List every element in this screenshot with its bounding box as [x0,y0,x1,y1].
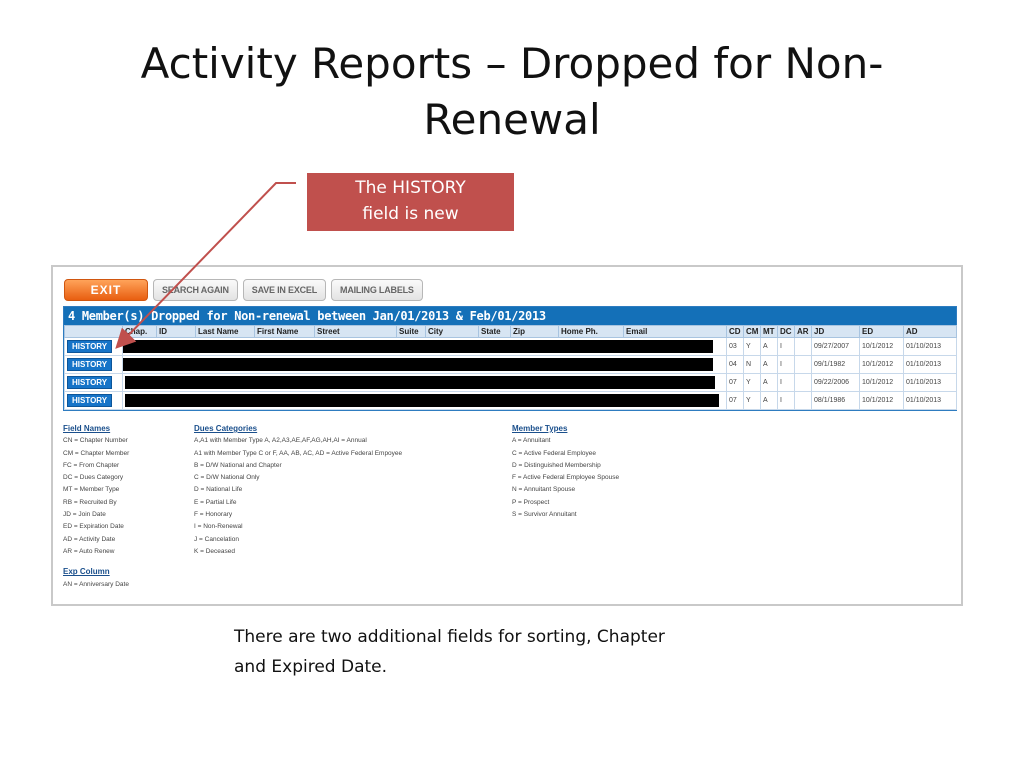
legend-item: F = Active Federal Employee Spouse [512,474,620,482]
history-cell [65,338,123,356]
slide-caption [234,622,794,682]
cd-cell: 07 [727,392,744,410]
legend-item: AN = Anniversary Date [63,580,129,588]
legend-item: K = Deceased [194,547,236,555]
legend-item: J = Cancelation [194,535,239,543]
ed-cell: 10/1/2012 [860,338,904,356]
legend-item: CM = Chapter Member [63,449,130,457]
cd-cell: 07 [727,374,744,392]
col-header-first-name[interactable]: First Name [255,326,315,338]
legend-item: A1 with Member Type C or F, AA, AB, AC, AD = Active Federal Empoyee [194,449,403,457]
legend-item: N = Annuitant Spouse [512,486,576,494]
redaction-bar [123,358,713,371]
report-panel [63,306,957,411]
legend-item: ED = Expiration Date [63,523,124,531]
ad-cell: 01/10/2013 [904,392,957,410]
history-button[interactable]: HISTORY [67,376,112,389]
col-header-cm[interactable]: CM [744,326,761,338]
legend-item: D = National Life [194,486,243,494]
legend-member-types [512,423,619,521]
legend-item: F = Honorary [194,511,233,519]
table-row [65,374,957,392]
legend-item: JD = Join Date [63,511,106,519]
col-header-cd[interactable]: CD [727,326,744,338]
legend-item: AR = Auto Renew [63,547,115,555]
table-row [65,392,957,410]
mt-cell: A [761,356,778,374]
report-toolbar [64,279,423,301]
legend-item: E = Partial Life [194,498,237,506]
cm-cell: N [744,356,761,374]
col-header-city[interactable]: City [426,326,479,338]
jd-cell: 09/22/2006 [812,374,860,392]
dc-cell: I [778,356,795,374]
caption-line1: There are two additional fields for sorting, Chapter [234,627,665,647]
col-header-email[interactable]: Email [624,326,727,338]
legend-item: A,A1 with Member Type A, A2,A3,AE,AF,AG,AH,AI = Annual [194,437,367,445]
redacted-cells [123,338,727,356]
mt-cell: A [761,392,778,410]
history-cell [65,356,123,374]
legend-item: P = Prospect [512,498,550,506]
dc-cell: I [778,338,795,356]
legend-item: D = Distinguished Membership [512,461,601,469]
redaction-bar [125,376,715,389]
col-header-chap[interactable]: Chap. [123,326,157,338]
cm-cell: Y [744,392,761,410]
table-row [65,356,957,374]
history-button[interactable]: HISTORY [67,358,112,371]
legend-field-names [63,423,129,591]
ad-cell: 01/10/2013 [904,338,957,356]
ad-cell: 01/10/2013 [904,374,957,392]
legend-exp-column-title: Exp Column [63,567,110,577]
legend-member-types-title: Member Types [512,424,568,433]
redacted-cells [123,392,727,410]
slide-title-line2: Renewal [423,95,601,144]
report-heading: 4 Member(s) Dropped for Non-renewal between Jan/01/2013 & Feb/01/2013 [64,307,956,325]
redaction-bar [125,394,719,407]
col-header-dc[interactable]: DC [778,326,795,338]
history-callout [307,173,514,231]
legend-dues-categories [194,423,402,558]
history-button[interactable]: HISTORY [67,394,112,407]
legend-item: I = Non-Renewal [194,523,243,531]
search-again-button[interactable]: SEARCH AGAIN [153,279,238,301]
legend-item: DC = Dues Category [63,474,124,482]
col-header-ed[interactable]: ED [860,326,904,338]
jd-cell: 09/1/1982 [812,356,860,374]
legend-item: C = D/W National Only [194,474,260,482]
ar-cell [795,374,812,392]
legend-item: MT = Member Type [63,486,120,494]
exit-button[interactable]: EXIT [64,279,148,301]
legend-item: B = D/W National and Chapter [194,461,282,469]
callout-line2: field is new [362,204,459,224]
history-cell [65,374,123,392]
cd-cell: 04 [727,356,744,374]
cm-cell: Y [744,374,761,392]
jd-cell: 09/27/2007 [812,338,860,356]
legend-item: FC = From Chapter [63,461,120,469]
table-header-row [65,326,957,338]
history-button[interactable]: HISTORY [67,340,112,353]
col-header-ar[interactable]: AR [795,326,812,338]
col-header-jd[interactable]: JD [812,326,860,338]
dc-cell: I [778,374,795,392]
legend-item: S = Survivor Annuitant [512,511,577,519]
slide-title [40,36,984,148]
mt-cell: A [761,338,778,356]
legend-item: AD = Activity Date [63,535,116,543]
legend-item: A = Annuitant [512,437,551,445]
report-screenshot [51,265,963,606]
legend-item: CN = Chapter Number [63,437,128,445]
cm-cell: Y [744,338,761,356]
col-header-ad[interactable]: AD [904,326,957,338]
dc-cell: I [778,392,795,410]
table-row [65,338,957,356]
ad-cell: 01/10/2013 [904,356,957,374]
col-header-home-ph[interactable]: Home Ph. [559,326,624,338]
col-header-id[interactable]: ID [157,326,196,338]
legend-item: RB = Recruited By [63,498,117,506]
col-header-suite[interactable]: Suite [397,326,426,338]
caption-line2: and Expired Date. [234,657,388,677]
col-header-mt[interactable]: MT [761,326,778,338]
col-header-street[interactable]: Street [315,326,397,338]
cd-cell: 03 [727,338,744,356]
callout-line1: The HISTORY [355,178,466,198]
legend-dues-categories-title: Dues Categories [194,424,258,433]
col-header-zip[interactable]: Zip [511,326,559,338]
ar-cell [795,356,812,374]
ed-cell: 10/1/2012 [860,356,904,374]
ar-cell [795,338,812,356]
ed-cell: 10/1/2012 [860,392,904,410]
col-header-history[interactable] [65,326,123,338]
mt-cell: A [761,374,778,392]
history-cell [65,392,123,410]
redaction-bar [123,340,713,353]
ar-cell [795,392,812,410]
col-header-last-name[interactable]: Last Name [196,326,255,338]
legend-field-names-title: Field Names [63,424,111,433]
redacted-cells [123,374,727,392]
save-in-excel-button[interactable]: SAVE IN EXCEL [243,279,326,301]
mailing-labels-button[interactable]: MAILING LABELS [331,279,423,301]
jd-cell: 08/1/1986 [812,392,860,410]
col-header-state[interactable]: State [479,326,511,338]
slide-title-line1: Activity Reports – Dropped for Non- [140,39,884,88]
ed-cell: 10/1/2012 [860,374,904,392]
report-table [64,325,957,410]
redacted-cells [123,356,727,374]
legend-item: C = Active Federal Employee [512,449,596,457]
